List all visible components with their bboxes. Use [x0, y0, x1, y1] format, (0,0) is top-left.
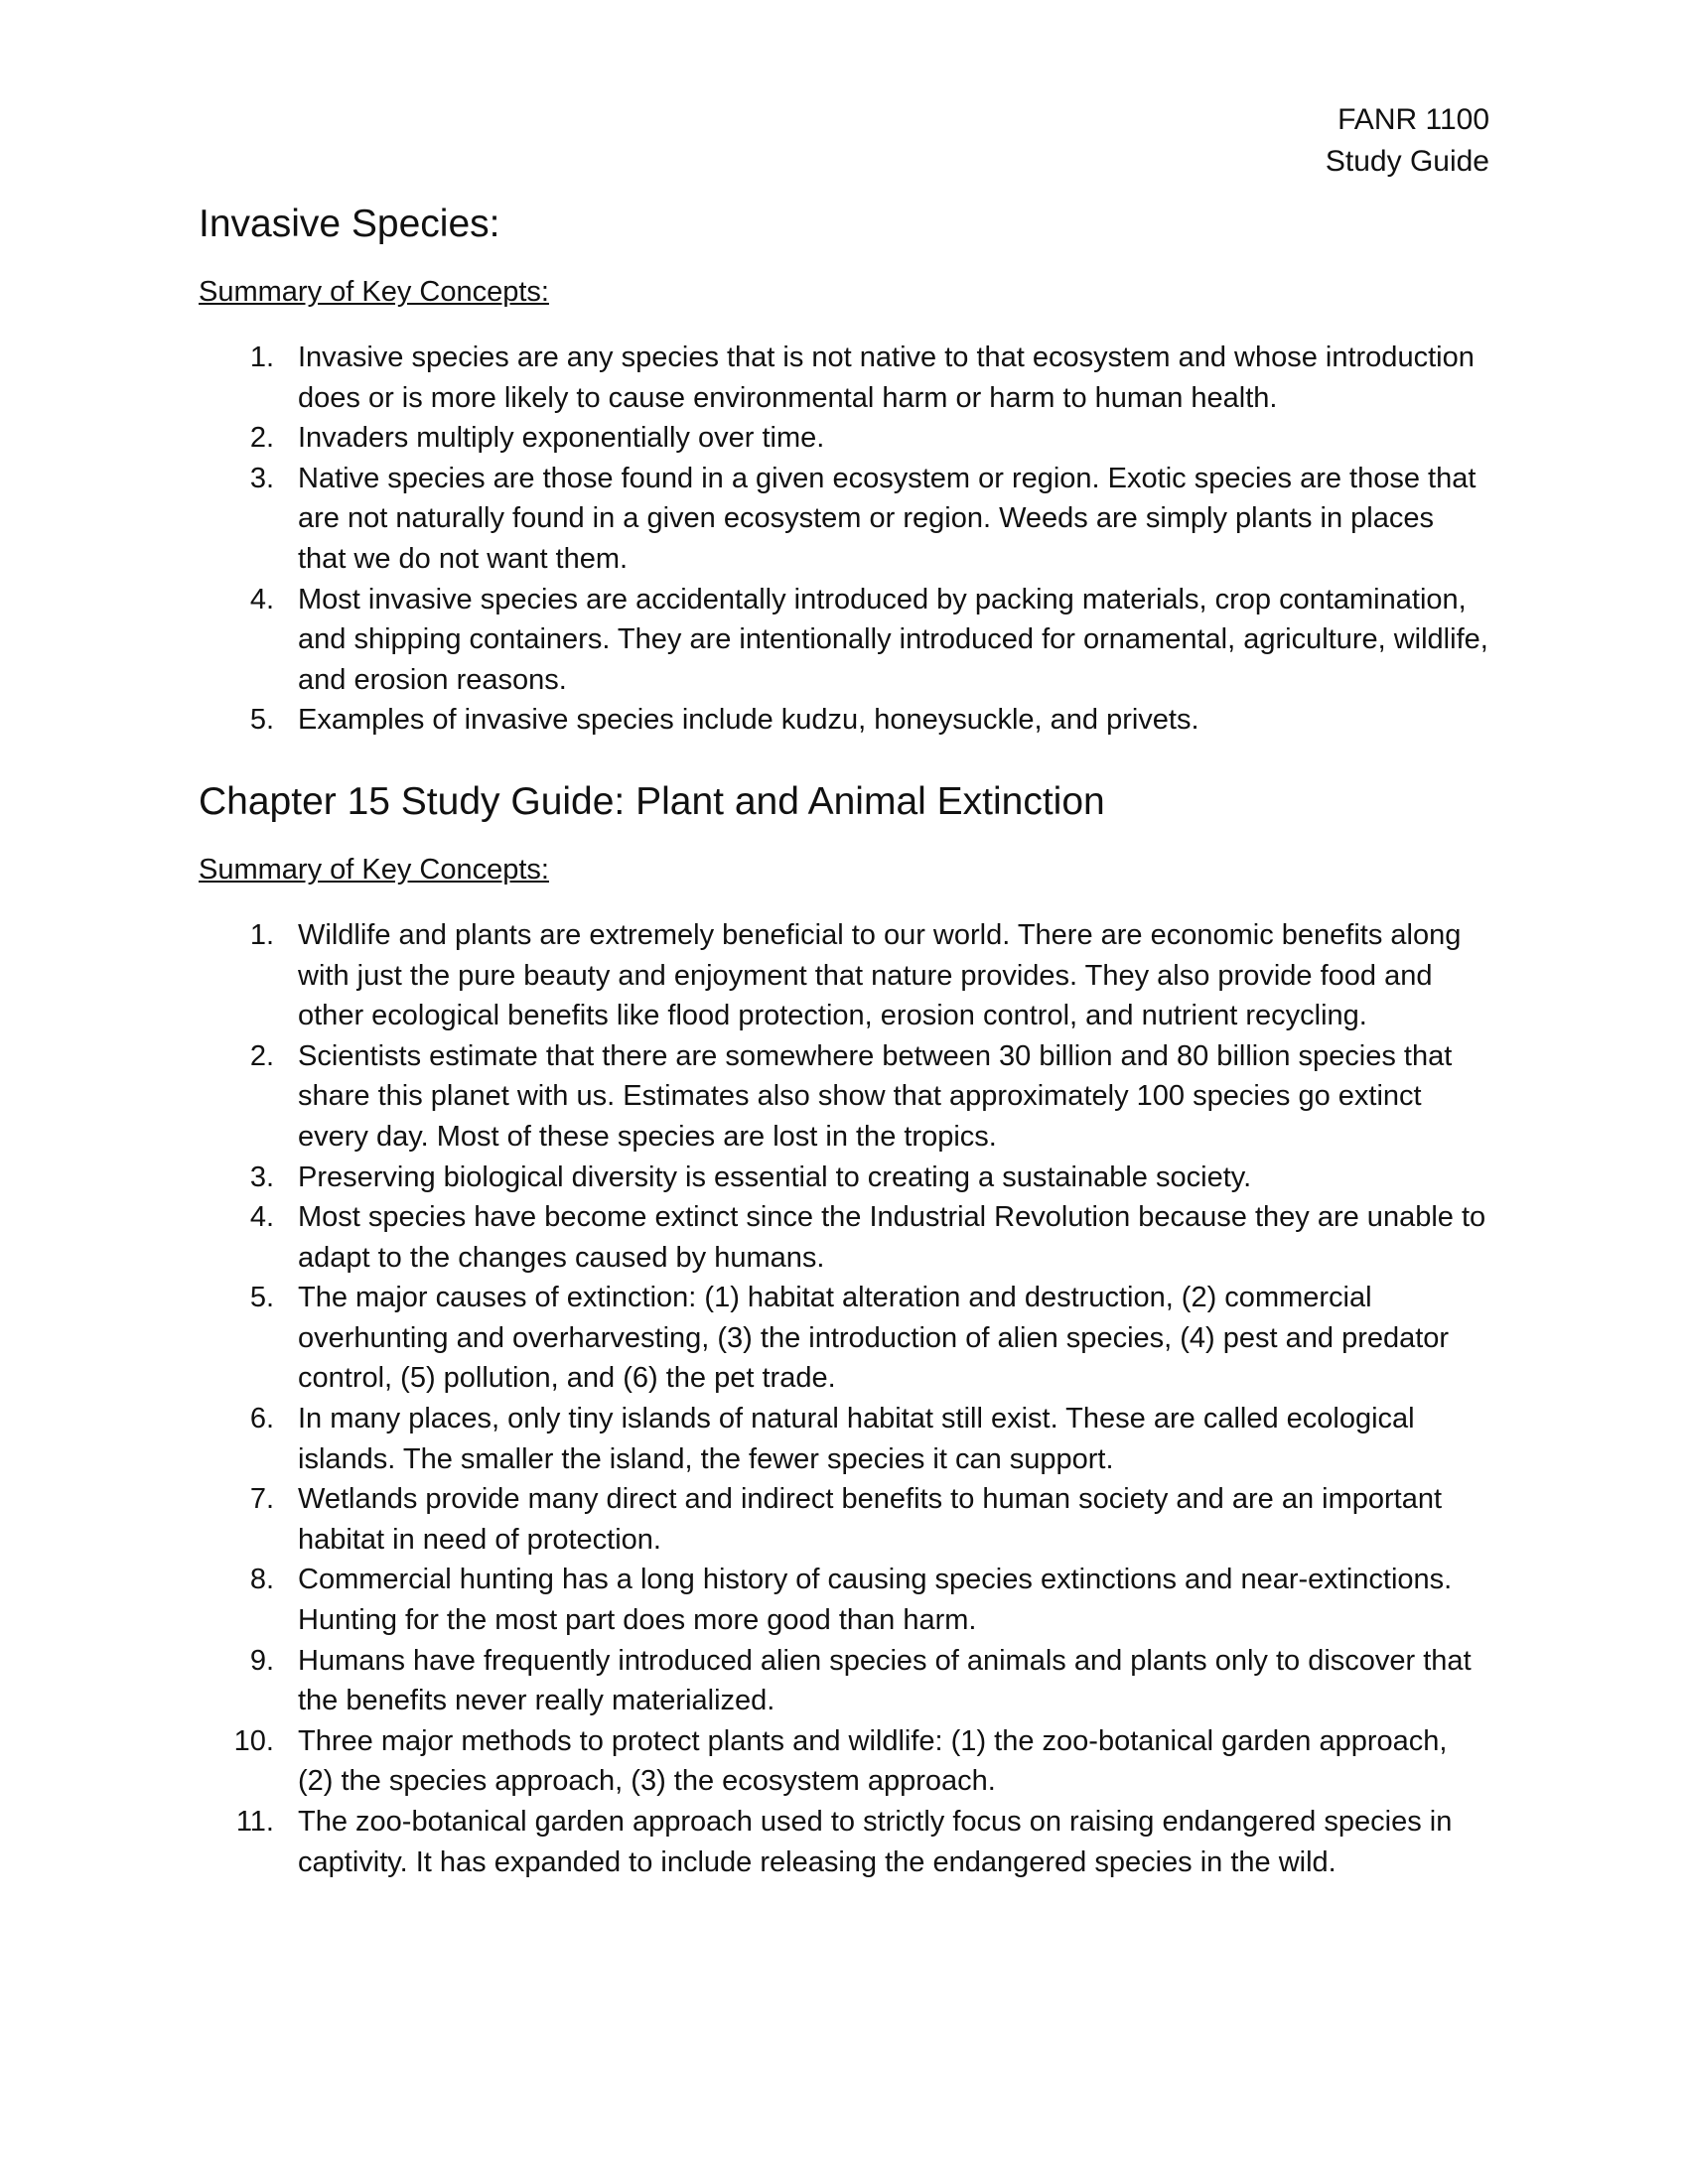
page-header [1326, 99, 1489, 183]
list-item [199, 1399, 1489, 1479]
item-text: In many places, only tiny islands of natural habitat still exist. These are called ecological islands. The smaller the island, the fewer species it can support. [298, 1403, 1415, 1475]
summary-label: Summary of Key Concepts: [199, 276, 549, 308]
section-invasive-species [199, 199, 1489, 741]
list-item [199, 1036, 1489, 1158]
item-text: The major causes of extinction: (1) habitat alteration and destruction, (2) commercial overhunting and overharvesting, (3) the introduction of alien species, (4) pest and predator control, (5) pollution, and (6) the pet trade. [298, 1282, 1450, 1395]
document-type: Study Guide [1325, 145, 1489, 178]
item-text: Most species have become extinct since the Industrial Revolution because they are unable to adapt to the changes caused by humans. [298, 1201, 1486, 1274]
item-text: Three major methods to protect plants and wildlife: (1) the zoo-botanical garden approach, (2) the species approach, (3) the ecosystem approach. [298, 1724, 1448, 1798]
list-item [199, 1802, 1489, 1882]
list-item [199, 1278, 1489, 1399]
section-title: Chapter 15 Study Guide: Plant and Animal Extinction [199, 779, 1105, 823]
item-text: Invaders multiply exponentially over time. [298, 422, 825, 455]
item-text: Native species are those found in a given ecosystem or region. Exotic species are those that are not naturally found in a given ecosystem or region. Weeds are simply plants in places that we do not want them. [298, 462, 1477, 575]
item-text: Preserving biological diversity is essential to creating a sustainable society. [298, 1160, 1252, 1193]
list-item [199, 700, 1489, 741]
item-text: Invasive species are any species that is not native to that ecosystem and whose introduction does or is more likely to cause environmental harm or harm to human health. [298, 341, 1475, 414]
item-number: 2. [249, 422, 274, 455]
item-number: 1. [249, 341, 274, 373]
item-text: Wildlife and plants are extremely beneficial to our world. There are economic benefits along with just the pure beauty and enjoyment that nature provides. They also provide food and other ecological benefits like flood protection, erosion control, and nutrient recycling. [298, 918, 1462, 1032]
item-number: 7. [249, 1483, 274, 1516]
list-item [199, 1641, 1489, 1721]
key-concepts-list [199, 915, 1489, 1882]
item-number: 11. [235, 1806, 274, 1838]
item-text: Scientists estimate that there are somewhere between 30 billion and 80 billion species that share this planet with us. Estimates also show that approximately 100 species go extinct every day. Most of these species are lost in the tropics. [298, 1039, 1453, 1153]
item-text: Examples of invasive species include kudzu, honeysuckle, and privets. [298, 704, 1199, 737]
item-number: 4. [249, 1201, 274, 1234]
list-item [199, 1197, 1489, 1278]
course-code: FANR 1100 [1337, 103, 1489, 136]
item-text: Most invasive species are accidentally introduced by packing materials, crop contamination, and shipping containers. They are intentionally introduced for ornamental, agriculture, wildlife, and erosion reasons. [298, 583, 1488, 696]
document-body [199, 199, 1489, 1882]
item-text: The zoo-botanical garden approach used to strictly focus on raising endangered species in captivity. It has expanded to include releasing the endangered species in the wild. [298, 1806, 1453, 1878]
item-number: 4. [249, 583, 274, 615]
list-item [199, 1560, 1489, 1640]
item-number: 5. [249, 1282, 274, 1314]
list-item [199, 338, 1489, 418]
section-spacer [199, 741, 1489, 776]
section-title: Invasive Species: [199, 203, 500, 245]
item-number: 2. [249, 1039, 274, 1072]
item-number: 3. [249, 462, 274, 494]
item-number: 9. [249, 1644, 274, 1677]
item-number: 1. [249, 918, 274, 951]
section-chapter-15 [199, 776, 1489, 1882]
summary-label: Summary of Key Concepts: [199, 853, 549, 886]
item-number: 10. [233, 1724, 274, 1757]
item-number: 3. [249, 1160, 274, 1193]
list-item [199, 580, 1489, 701]
list-item [199, 418, 1489, 459]
item-number: 6. [249, 1403, 274, 1435]
item-text: Wetlands provide many direct and indirect benefits to human society and are an important habitat in need of protection. [298, 1483, 1443, 1556]
list-item [199, 1479, 1489, 1560]
list-item [199, 1721, 1489, 1802]
list-item [199, 1158, 1489, 1198]
item-text: Humans have frequently introduced alien species of animals and plants only to discover that the benefits never really materialized. [298, 1644, 1472, 1717]
item-text: Commercial hunting has a long history of causing species extinctions and near-extinctions. Hunting for the most part does more good than harm. [298, 1564, 1453, 1637]
item-number: 8. [249, 1564, 274, 1596]
key-concepts-list [199, 338, 1489, 741]
list-item [199, 459, 1489, 580]
list-item [199, 915, 1489, 1036]
item-number: 5. [249, 704, 274, 737]
